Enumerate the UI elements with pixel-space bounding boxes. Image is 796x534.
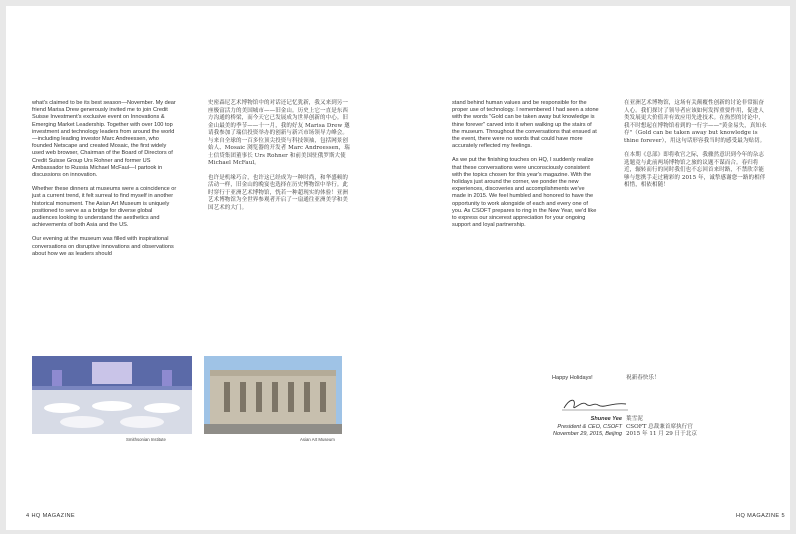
smithsonian-event-photo [32,356,192,434]
signer-name: Shunee Yee [590,416,622,422]
left-chinese-column [208,100,352,219]
signer-title-zh: CSOFT 总裁兼首席执行官 [626,423,693,430]
paragraph: Whether these dinners at museums were a coincidence or just a current trend, it felt surreal to find myself in another historical monument. The Asian Art Museum is uniquely positioned to serve as a bridge for diverse global audiences looking to understand the aesthetics and achievements of both Asia and the US. [32,186,177,229]
paragraph: stand behind human values and be responsible for the proper use of technology. I remembered I had seen a stone with the words "Gold can be taken away but knowledge is thine forever" carved into it when walking up the stairs of the museum. Throughout the conversations that ensued at the event, there were no words that could have more accurately reflected my feelings. [452,100,599,150]
signature-block-en [522,416,622,439]
page-footer-left: 4 HQ MAGAZINE [26,513,76,519]
left-page [6,6,398,530]
signature-block-zh [626,416,697,439]
signature-image [560,396,630,414]
photo-caption: Asian Art Museum [300,437,335,442]
holiday-greeting-en: Happy Holidays! [552,375,593,381]
paragraph: 史密森尼艺术博物馆中的对话还记忆犹新，我又来到另一座极富活力的美国城市——旧金山。历史上它一直是东西方沟通的桥梁，而今天它已发展成为世界创新的中心。旧金山最美的季节——十一月，我的好友 Marisa Drew 邀请我参加了瑞信投资举办的创新与新兴市场领导力峰会。与来自全球的一百多位顶尖投资与科技领袖，包括网景创始人、Mosaic 浏览器的开发者 Marc Andreessen，瑞士信贷集团董事长 Urs Rohner 和前美国驻俄罗斯大使 Michael McFaul。 [208,100,350,166]
page-footer-right: HQ MAGAZINE 5 [736,513,786,519]
paragraph: 在本期《总部》即将收官之际，我骤然意识到今年的杂志选题竟与此前两场博物馆之旅的议题不谋而合。春归将近，辗转而行的同时我们也不忘回首来时路，不禁欣幸能够与您携手走过精彩的 2015 年，诚挚感谢您一路的相伴相惜，相依相随！ [624,152,766,188]
paragraph: 在亚洲艺术博物馆，这场有关颠覆性创新的讨论非常振奋人心。我们探讨了领导者应该如何发挥重要作用，促进人类发展更大价值并有效应用先进技术。在热烈的讨论中，我不时想起在博物馆看到的一行字——"黄金易失，真知永存"（Gold can be taken away but knowledge is thine forever），用这句话形容我当时的感受最为贴切。 [624,100,767,144]
paragraph: what's claimed to be its best season—November. My dear friend Marisa Drew generously invited me to join Credit Suisse Investment's exclusive event on Innovations & Emerging Market Leadership. Together with over 100 top investment and technology leaders from around the world—including leading investor Marc Andreessen, who founded Netscape and created Mosaic, the first widely used web browser, Chairman of the Board of Directors of Credit Suisse Group Urs Rohner and former US Ambassador to Russia Michael McFaul—I partook in discussions on innovation. [32,100,176,179]
left-english-column [32,100,178,265]
paragraph: As we put the finishing touches on HQ, I suddenly realize that these conversations were unconsciously consistent with the topics chosen for this year's magazine. With the holidays just around the corner, we ponder the new experiences, discoveries and accomplishments we've made in 2015. We feel humbled and honored to have the opportunity to work alongside of each and every one of you. As CSOFT prepares to ring in the New Year, we'd like to express our sincerest appreciation for your ongoing support and loyal partnership. [452,157,597,229]
signature-date-zh: 2015 年 11 月 29 日于北京 [626,431,697,438]
right-english-column [452,100,600,236]
paragraph: Our evening at the museum was filled with inspirational conversations on disruptive innovations and observations about how we as leaders should [32,236,174,257]
photo-caption: Smithsonian Institute [126,437,166,442]
signer-title: President & CEO, CSOFT [557,423,622,430]
asian-art-museum-photo [204,356,342,434]
right-page [398,6,790,530]
right-chinese-column [624,100,768,197]
signer-name-zh: 葉雪泥 [626,416,643,422]
signature-date: November 29, 2015, Beijing [552,431,622,438]
paragraph: 也许是机缘巧合，也许这已经成为一种时尚，和华盛顿的活动一样，旧金山的晚宴也选择在历史博物馆中举行。此时穿行于亚洲艺术博物馆，恍若一种超现实的体验！亚洲艺术博物馆为全世界参观者开启了一扇通往亚洲美学和美国艺术的大门。 [208,174,349,211]
holiday-greeting-zh: 祝新春快乐！ [626,375,660,381]
